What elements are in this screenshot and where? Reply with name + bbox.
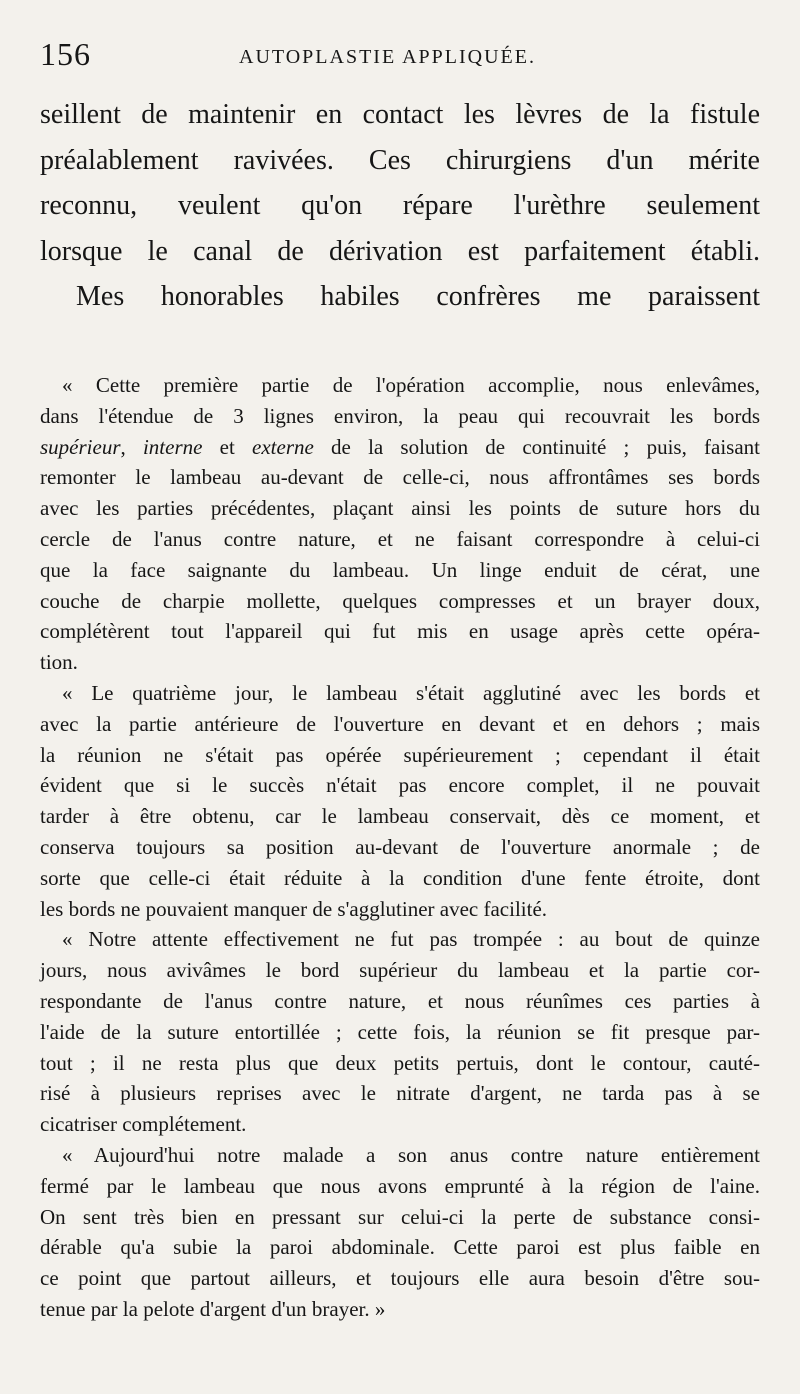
- quote-line: supérieur, interne et externe de la solution de continuité ; puis, faisant: [40, 434, 761, 459]
- quote-line: conserva toujours sa position au-devant de l'ouverture anormale ; de: [40, 834, 760, 859]
- main-text-line: préalablement ravivées. Ces chirurgiens d'un mérite: [40, 144, 760, 176]
- quote-line: avec la partie antérieure de l'ouverture en devant et en dehors ; mais: [40, 711, 760, 736]
- running-title: AUTOPLASTIE APPLIQUÉE.: [239, 46, 536, 68]
- quote-line: On sent très bien en pressant sur celui-ci la perte de substance consi-: [40, 1204, 760, 1229]
- quote-line: tion.: [40, 650, 78, 675]
- quote-line: risé à plusieurs reprises avec le nitrate d'argent, ne tarda pas à se: [40, 1081, 760, 1106]
- italic-term: supérieur: [40, 434, 121, 459]
- quote-line: que la face saignante du lambeau. Un linge enduit de cérat, une: [40, 557, 760, 582]
- quote-line: dans l'étendue de 3 lignes environ, la peau qui recouvrait les bords: [40, 403, 760, 428]
- quote-line: « Notre attente effectivement ne fut pas trompée : au bout de quinze: [62, 927, 760, 952]
- main-text-line: reconnu, veulent qu'on répare l'urèthre seulement: [40, 190, 760, 221]
- page-number: 156: [40, 36, 91, 72]
- main-text-line: lorsque le canal de dérivation est parfaitement établi.: [40, 235, 760, 267]
- italic-term: externe: [252, 434, 314, 459]
- quote-line: « Aujourd'hui notre malade a son anus contre nature entièrement: [62, 1142, 760, 1167]
- quote-line: cicatriser complétement.: [40, 1112, 247, 1137]
- quote-line: jours, nous avivâmes le bord supérieur du lambeau et la partie cor-: [40, 958, 760, 983]
- quote-line: ce point que partout ailleurs, et toujours elle aura besoin d'être sou-: [40, 1266, 760, 1291]
- quote-paragraph-2: [40, 678, 760, 924]
- quote-line: les bords ne pouvaient manquer de s'agglutiner avec facilité.: [40, 896, 548, 921]
- quote-line: tarder à être obtenu, car le lambeau conservait, dès ce moment, et: [40, 804, 760, 829]
- quote-line: cercle de l'anus contre nature, et ne faisant correspondre à celui-ci: [40, 526, 760, 551]
- quote-line: l'aide de la suture entortillée ; cette fois, la réunion se fit presque par-: [40, 1019, 760, 1044]
- quote-paragraph-4: [40, 1140, 760, 1325]
- italic-term: interne: [142, 434, 203, 459]
- quote-line: la réunion ne s'était pas opérée supérieurement ; cependant il était: [40, 742, 760, 767]
- quote-line: tenue par la pelote d'argent d'un brayer. »: [40, 1296, 386, 1321]
- quoted-passage: [40, 370, 760, 1325]
- quote-line: complétèrent tout l'appareil qui fut mis en usage après cette opéra-: [40, 619, 760, 644]
- quote-line: évident que si le succès n'était pas encore complet, il ne pouvait: [40, 773, 760, 798]
- quote-line: « Le quatrième jour, le lambeau s'était agglutiné avec les bords et: [62, 680, 760, 705]
- quote-line: « Cette première partie de l'opération accomplie, nous enlevâmes,: [62, 373, 760, 397]
- page-header: [40, 36, 760, 78]
- quote-line: avec les parties précédentes, plaçant ainsi les points de suture hors du: [40, 496, 760, 521]
- quote-line: tout ; il ne resta plus que deux petits pertuis, dont le contour, cauté-: [40, 1050, 760, 1075]
- quote-paragraph-1: [40, 370, 760, 678]
- main-text-block: [40, 92, 760, 320]
- main-text-line: Mes honorables habiles confrères me paraissent: [76, 281, 760, 312]
- quote-paragraph-3: [40, 924, 760, 1140]
- main-text-line: seillent de maintenir en contact les lèvres de la fistule: [40, 99, 760, 130]
- quote-line: remonter le lambeau au-devant de celle-ci, nous affrontâmes ses bords: [40, 465, 760, 490]
- quote-line: respondante de l'anus contre nature, et nous réunîmes ces parties à: [40, 988, 760, 1013]
- quote-line: dérable qu'a subie la paroi abdominale. Cette paroi est plus faible en: [40, 1235, 760, 1260]
- quote-line: sorte que celle-ci était réduite à la condition d'une fente étroite, dont: [40, 865, 760, 890]
- quote-line: fermé par le lambeau que nous avons emprunté à la région de l'aine.: [40, 1173, 760, 1198]
- quote-line: couche de charpie mollette, quelques compresses et un brayer doux,: [40, 588, 760, 613]
